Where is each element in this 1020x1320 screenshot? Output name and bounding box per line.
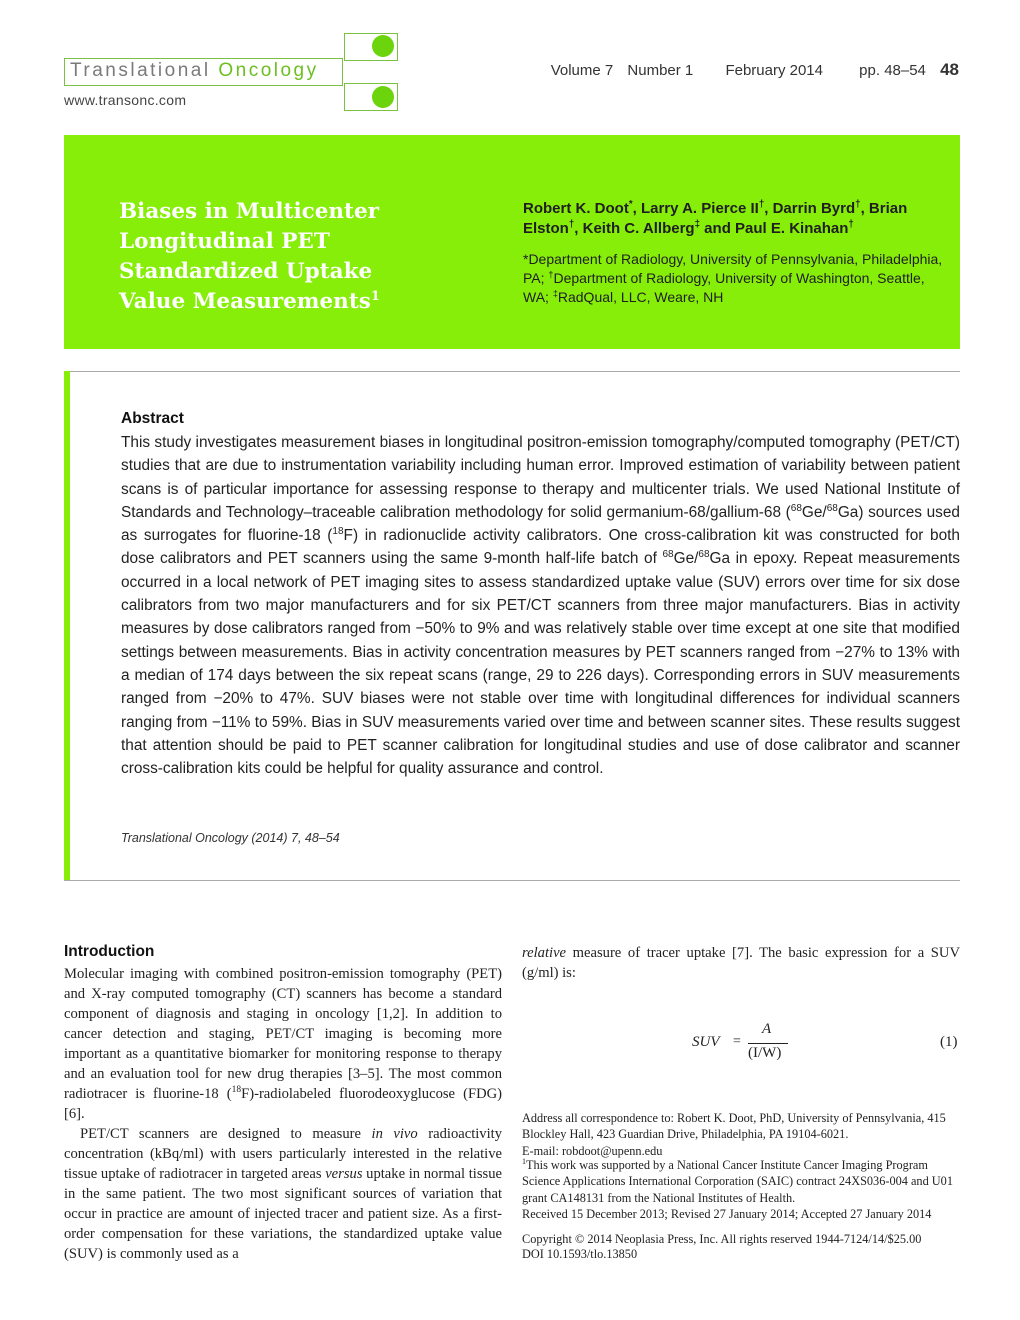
right-column-paragraph [522, 943, 960, 983]
isotope-mark: 18 [231, 1085, 242, 1096]
author-name: Keith C. Allberg [582, 220, 695, 237]
isotope-mark: 68 [790, 502, 802, 514]
page-range: pp. 48–54 [859, 62, 926, 79]
intro-p1-text-a: Molecular imaging with combined positron-emission tomography (PET) and X-ray computed tomography (CT) scanners has become a standard component of diagnosis and staging in oncology [1,2]. In addition to cancer detection and staging, PET/CT imaging is becoming more important as a quantitative biomarker for monitoring response to therapy and an evaluation tool for new drug therapies [3–5]. The most common radiotracer is fluorine-18 ( [64, 966, 502, 1102]
affiliation-3: RadQual, LLC, Weare, NH [557, 289, 724, 305]
affiliations [523, 250, 953, 307]
author-separator: , [860, 200, 869, 217]
intro-p2-text-b: radioactivity concentration (kBq/ml) with users particularly interested in the relative tissue uptake of radiotracer in targeted areas [64, 1126, 503, 1182]
author-affiliation-mark: † [848, 219, 854, 230]
journal-name-part1: Translational [70, 60, 211, 81]
footnote-grant [522, 1157, 962, 1206]
introduction-heading: Introduction [64, 943, 155, 960]
logo-dot-top [372, 35, 394, 57]
intro-p2-text-c: uptake in normal tissue in the same patient. The two most significant sources of variation that occur in practice are amount of injected tracer and patient size. As a first-order compensation for these variations, the standardized uptake value (SUV) is commonly used as a [64, 1166, 502, 1262]
author-separator: and [700, 220, 736, 237]
author-affiliation-mark: ‡ [694, 219, 701, 230]
abstract-text-4: F) in radionuclide activity calibrators. One cross-calibration kit was constructed for both dose calibrators and PET scanners using the same 9-month half-life batch of [121, 527, 960, 568]
journal-name-part2: Oncology [218, 60, 319, 81]
abstract-heading: Abstract [121, 410, 184, 427]
right-p1-italic: relative [522, 945, 567, 961]
abstract-body [121, 431, 960, 780]
author-affiliation-mark: † [568, 219, 575, 230]
issue-info [541, 60, 959, 80]
abstract-text-5: Ge/ [673, 550, 699, 568]
abstract-bottom-rule [64, 880, 960, 881]
citation: Translational Oncology (2014) 7, 48–54 [121, 831, 340, 845]
footnote-received-dates: Received 15 December 2013; Revised 27 January 2014; Accepted 27 January 2014 [522, 1207, 932, 1221]
abstract-text-6: Ga in epoxy. Repeat measurements occurred in a local network of PET imaging sites to assess standardized uptake value (SUV) errors over time for six dose calibrators from two major manufacturers and for six PET/CT scanners from three major manufacturers. Bias in activity measures by dose calibrators ranged from −50% to 9% and was relatively stable over time except at one site that modified settings between measurements. Bias in activity concentration measures by PET scanners ranged from −27% to 13% with a median of 174 days between the six repeat scans (range, 29 to 226 days). Corresponding errors in SUV measurements ranged from −20% to 47%. SUV biases were not stable over time with longitudinal differences for individual scanners ranging from −11% to 59%. Bias in SUV measurements varied over time and between scanner sites. These results suggest that attention should be paid to PET scanner calibration for longitudinal studies and use of dose calibrator and scanner cross-calibration kits could be helpful for quality assurance and control. [121, 550, 960, 778]
abstract-top-rule [64, 371, 960, 372]
author-name: Brian Elston [523, 200, 908, 237]
isotope-mark: 68 [698, 549, 710, 561]
abstract-text-3: Ga) sources used as surrogates for fluorine-18 ( [121, 503, 960, 545]
isotope-mark: 68 [826, 502, 838, 514]
introduction-paragraph-1 [64, 964, 502, 1124]
affiliation-2-mark: † [548, 269, 554, 280]
isotope-mark: 18 [332, 526, 344, 538]
issue-date: February 2014 [725, 62, 823, 79]
equation-lhs: SUV [692, 1034, 720, 1050]
affiliation-3-mark: ‡ [552, 288, 558, 299]
author-separator: , [574, 220, 583, 237]
equation-equals: = [733, 1034, 741, 1049]
equation-fraction-bar [748, 1043, 788, 1044]
author-list [523, 199, 953, 239]
author-name: Larry A. Pierce II [640, 200, 759, 217]
article-title [119, 197, 419, 317]
page-number: 48 [940, 60, 959, 79]
footnote-address: Address all correspondence to: Robert K. Doot, PhD, University of Pennsylvania, 415 Blockley Hall, 423 Guardian Drive, Philadelphia, PA 19104-6021. [522, 1111, 946, 1142]
article-title-text: Biases in Multicenter Longitudinal PET Standardized Uptake Value Measurements [119, 199, 379, 314]
grant-text: This work was supported by a National Cancer Institute Cancer Imaging Program Science Applications International Corporation (SAIC) contract 24XS036-004 and U01 grant CA148131 from the National Institutes of Health. [522, 1158, 953, 1205]
intro-p2-italic-2: versus [325, 1166, 363, 1182]
intro-p1-text-b: F)-radiolabeled fluorodeoxyglucose (FDG) [6]. [64, 1086, 503, 1122]
author-affiliation-mark: * [628, 199, 633, 210]
isotope-mark: 68 [662, 549, 674, 561]
intro-p2-italic-1: in vivo [371, 1126, 418, 1142]
website-link[interactable]: www.transonc.com [64, 92, 187, 108]
author-name: Robert K. Doot [523, 200, 629, 217]
journal-logo [70, 60, 319, 82]
footnote-email[interactable]: E-mail: robdoot@upenn.edu [522, 1144, 663, 1158]
author-separator: , [764, 200, 773, 217]
author-affiliation-mark: † [758, 199, 765, 210]
logo-dot-bottom [372, 86, 394, 108]
author-separator: , [632, 200, 641, 217]
footnote-doi[interactable]: DOI 10.1593/tlo.13850 [522, 1247, 638, 1261]
author-name: Darrin Byrd [772, 200, 856, 217]
abstract-text-2: Ge/ [801, 503, 827, 521]
footnote-copyright: Copyright © 2014 Neoplasia Press, Inc. All rights reserved 1944-7124/14/$25.00 [522, 1232, 922, 1246]
right-p1-text: measure of tracer uptake [7]. The basic expression for a SUV (g/ml) is: [522, 945, 960, 981]
introduction-paragraph-2 [64, 1124, 502, 1264]
equation-number: (1) [940, 1034, 958, 1050]
equation-numerator: A [762, 1021, 772, 1037]
intro-p2-text-a: PET/CT scanners are designed to measure [80, 1126, 372, 1142]
affiliation-2: Department of Radiology, University of Washington, Seattle, WA; [523, 270, 925, 305]
issue-number: Number 1 [627, 62, 694, 79]
equation-denominator: (I/W) [748, 1045, 782, 1061]
abstract-accent-bar [64, 371, 70, 881]
abstract-text-1: This study investigates measurement biases in longitudinal positron-emission tomography/computed tomography (PET/CT) studies that are due to instrumentation variability including human error. Improved estimation of variability between patient scans is of particular importance for assessing response to therapy and multicenter trials. We used National Institute of Standards and Technology–traceable calibration methodology for solid germanium-68/gallium-68 ( [121, 434, 960, 521]
author-affiliation-mark: † [855, 199, 861, 210]
affiliation-1: *Department of Radiology, University of Pennsylvania, Philadelphia, PA; [523, 251, 943, 286]
title-banner [64, 135, 960, 349]
grant-footnote-mark: 1 [522, 1156, 526, 1166]
volume: Volume 7 [550, 62, 614, 79]
author-name: Paul E. Kinahan [735, 220, 849, 237]
title-footnote-mark: 1 [370, 288, 380, 304]
